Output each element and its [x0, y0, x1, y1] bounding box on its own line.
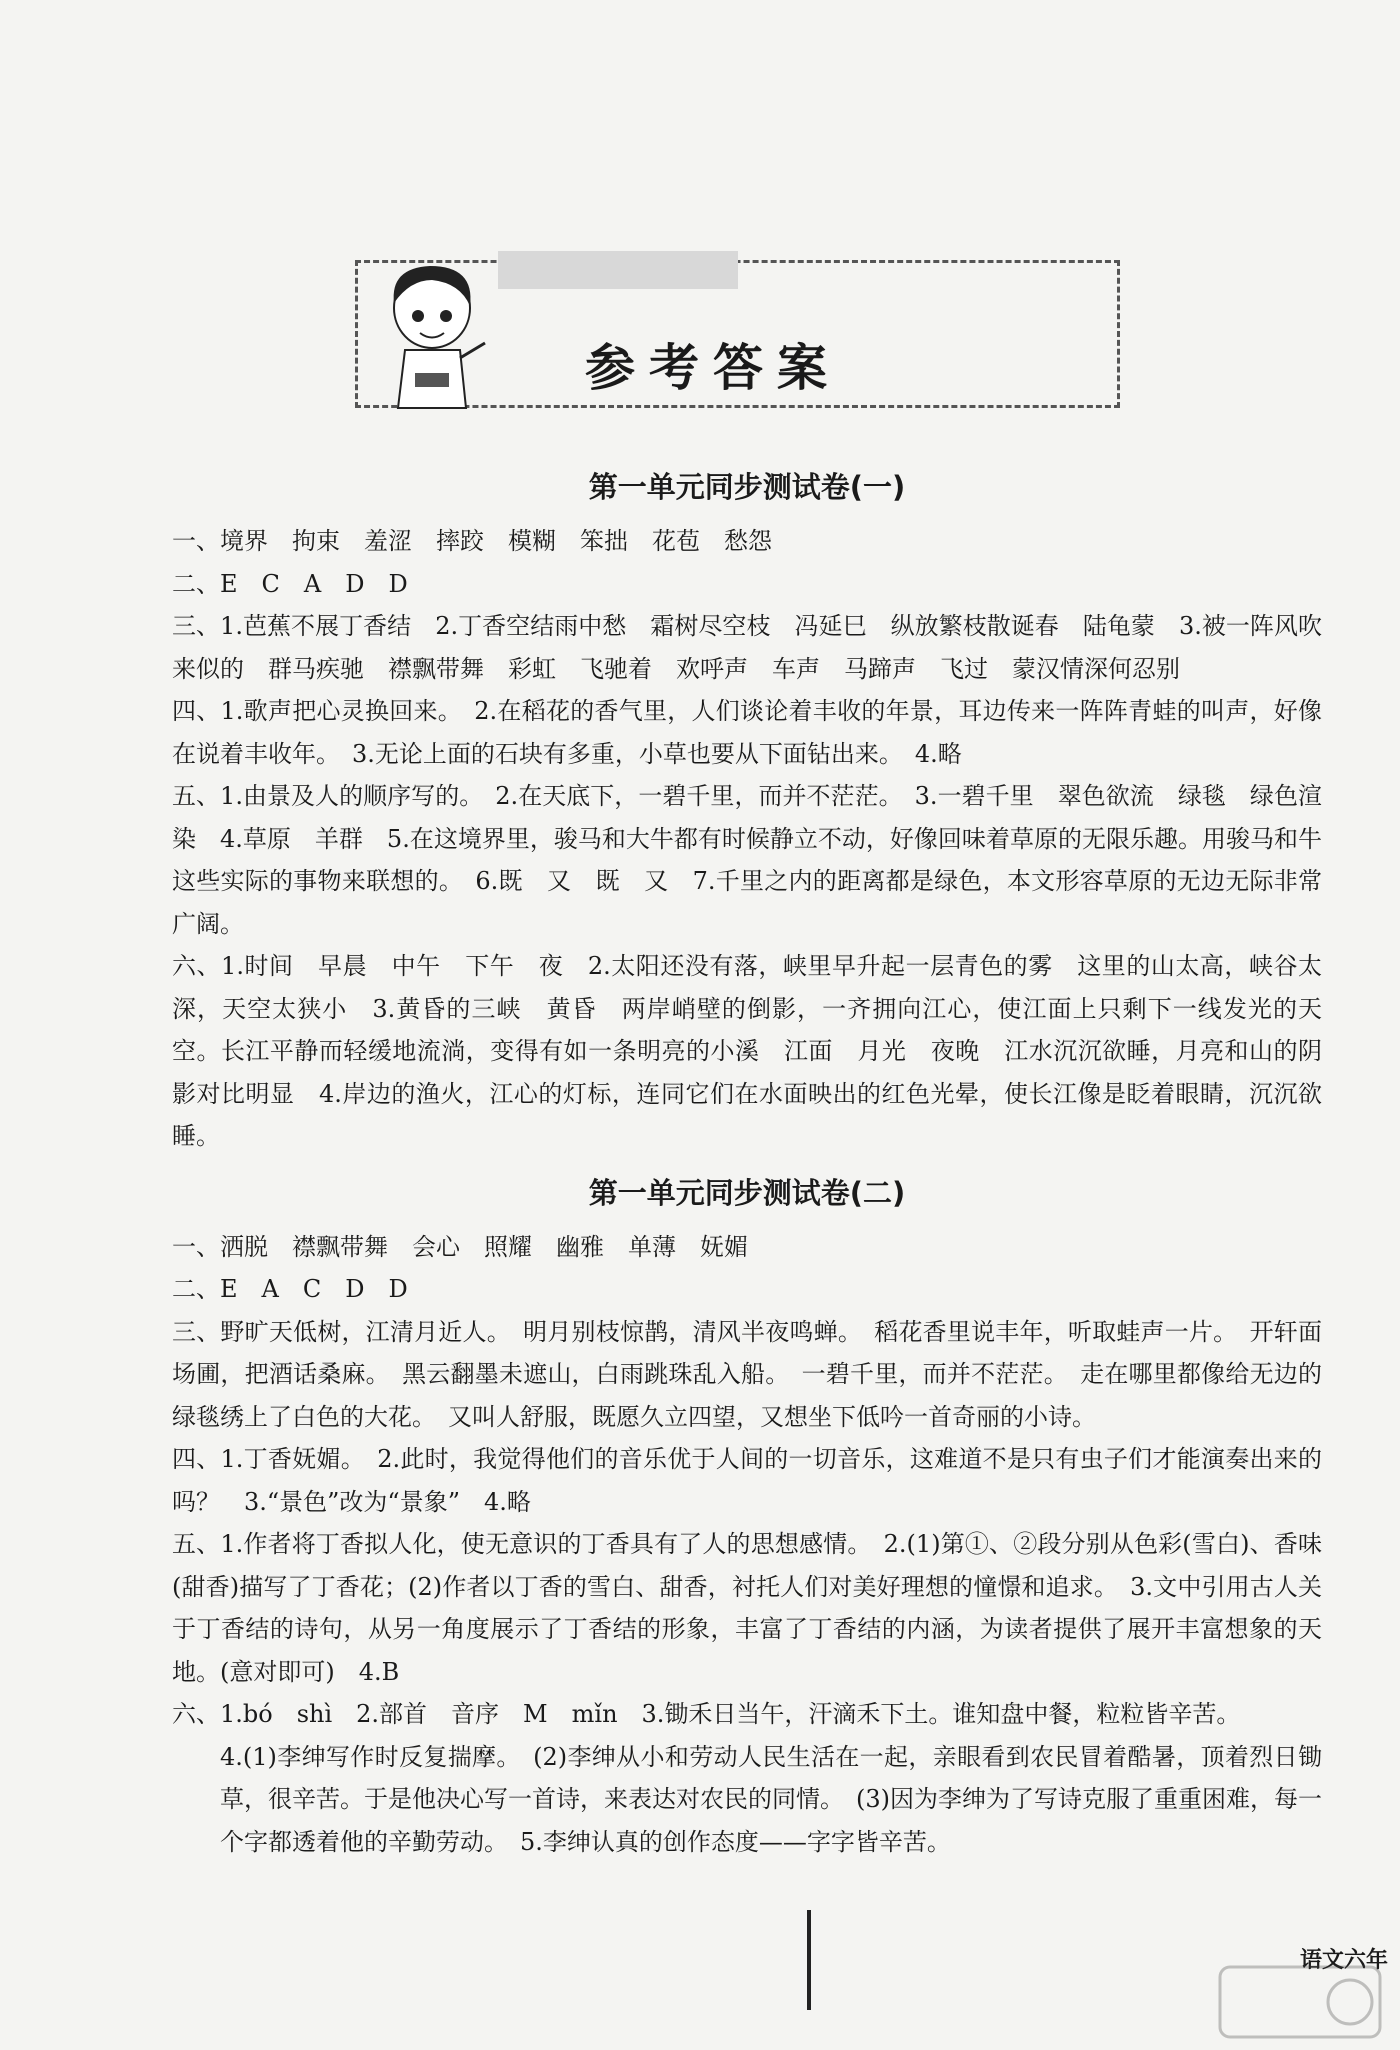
- answer-line: 六、1.时间 早晨 中午 下午 夜 2.太阳还没有落，峡里早升起一层青色的雾 这里的山太高，峡谷太深，天空太狭小 3.黄昏的三峡 黄昏 两岸峭壁的倒影，一齐拥向江心，使江面上只剩下一线发光的天空。长江平静而轻缓地流淌，变得有如一条明亮的小溪 江面 月光 夜晚 江水沉沉欲睡，月亮和山的阴影对比明显 4.岸边的渔火，江心的灯标，连同它们在水面映出的红色光晕，使长江像是眨着眼睛，沉沉欲睡。: [172, 952, 1322, 1150]
- answer-line: 一、洒脱 襟飘带舞 会心 照耀 幽雅 单薄 妩媚: [172, 1232, 748, 1261]
- answer-line: 六、1.bó shì 2.部首 音序 M mǐn 3.锄禾日当午，汗滴禾下土。谁知盘中餐，粒粒皆辛苦。: [172, 1700, 1241, 1728]
- answer-line: 四、1.丁香妩媚。 2.此时，我觉得他们的音乐优于人间的一切音乐，这难道不是只有虫子们才能演奏出来的吗？ 3.“景色”改为“景象” 4.略: [172, 1445, 1322, 1516]
- section-title-1: 第一单元同步测试卷(一): [588, 470, 906, 504]
- answer-line: 4.(1)李绅写作时反复揣摩。 (2)李绅从小和劳动人民生活在一起，亲眼看到农民冒着酷暑，顶着烈日锄草，很辛苦。于是他决心写一首诗，来表达对农民的同情。 (3)因为李绅为了写诗克服了重重困难，每一个字都透着他的辛勤劳动。 5.李绅认真的创作态度——字字皆辛苦。: [220, 1742, 1322, 1856]
- watermark-logo: [1215, 1962, 1385, 2042]
- section-title-2: 第一单元同步测试卷(二): [588, 1175, 906, 1210]
- answer-line: 二、E A C D D: [172, 1275, 408, 1303]
- answer-line: 四、1.歌声把心灵换回来。 2.在稻花的香气里，人们谈论着丰收的年景，耳边传来一阵阵青蛙的叫声，好像在说着丰收年。 3.无论上面的石块有多重，小草也要从下面钻出来。 4.略: [172, 697, 1322, 768]
- page-binding-mark: [807, 1910, 811, 2010]
- answer-line: 三、野旷天低树，江清月近人。 明月别枝惊鹊，清风半夜鸣蝉。 稻花香里说丰年，听取蛙声一片。 开轩面场圃，把酒话桑麻。 黑云翻墨未遮山，白雨跳珠乱入船。 一碧千里，而并不茫茫。 走在哪里都像给无边的绿毯绣上了白色的大花。 又叫人舒服，既愿久立四望，又想坐下低吟一首奇丽的小诗。: [172, 1317, 1322, 1431]
- cartoon-boy-mascot: [370, 258, 495, 418]
- answer-line: 三、1.芭蕉不展丁香结 2.丁香空结雨中愁 霜树尽空枝 冯延巳 纵放繁枝散诞春 陆龟蒙 3.被一阵风吹来似的 群马疾驰 襟飘带舞 彩虹 飞驰着 欢呼声 车声 马蹄声 飞过 蒙汉情深何忍别: [172, 612, 1322, 683]
- answer-line: 一、境界 拘束 羞涩 摔跤 模糊 笨拙 花苞 愁怨: [172, 527, 772, 555]
- answer-line: 五、1.由景及人的顺序写的。 2.在天底下，一碧千里，而并不茫茫。 3.一碧千里 翠色欲流 绿毯 绿色渲染 4.草原 羊群 5.在这境界里，骏马和大牛都有时候静立不动，好像回味着草原的无限乐趣。用骏马和牛这些实际的事物来联想的。 6.既 又 既 又 7.千里之内的距离都是绿色，本文形容草原的无边无际非常广阔。: [172, 782, 1322, 938]
- header-tab: [498, 251, 738, 289]
- answer-content: [172, 462, 1322, 1863]
- answer-line: 二、E C A D D: [172, 569, 408, 598]
- page-title: 参考答案: [585, 339, 841, 397]
- answer-line: 五、1.作者将丁香拟人化，使无意识的丁香具有了人的思想感情。 2.(1)第①、②段分别从色彩(雪白)、香味(甜香)描写了丁香花；(2)作者以丁香的雪白、甜香，衬托人们对美好理想的憧憬和追求。 3.文中引用古人关于丁香结的诗句，从另一角度展示了丁香结的形象，丰富了丁香结的内涵，为读者提供了展开丰富想象的天地。(意对即可) 4.B: [172, 1530, 1322, 1686]
- footer-label: 语文六年: [1299, 1947, 1388, 1973]
